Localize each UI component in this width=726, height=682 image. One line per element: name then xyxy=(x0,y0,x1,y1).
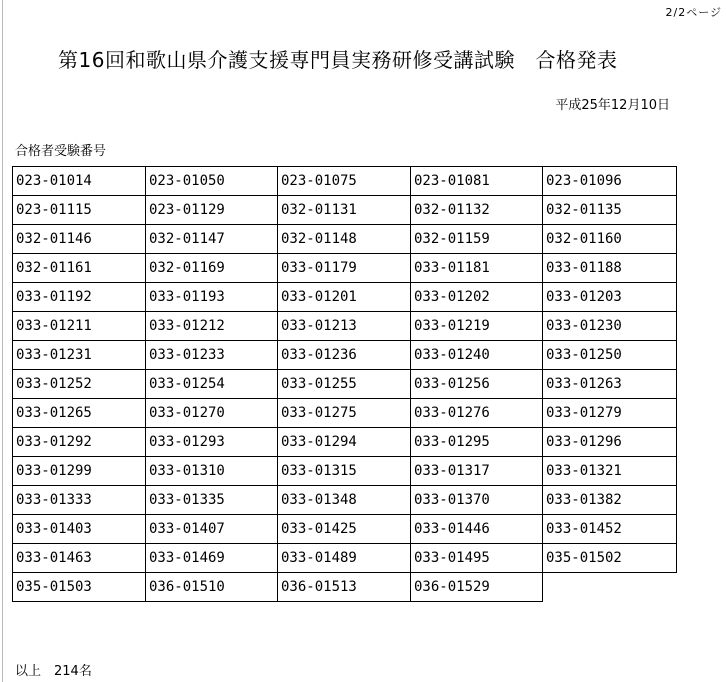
exam-number-cell: 032-01147 xyxy=(146,225,278,254)
table-row xyxy=(13,312,677,341)
table-row xyxy=(13,283,677,312)
exam-number-cell: 023-01014 xyxy=(13,167,146,196)
announcement-date: 平成25年12月10日 xyxy=(555,98,670,113)
exam-number-cell: 033-01296 xyxy=(543,428,677,457)
exam-number-cell: 033-01213 xyxy=(278,312,411,341)
empty-cell xyxy=(543,573,677,602)
table-caption: 合格者受験番号 xyxy=(15,144,107,159)
exam-number-cell: 033-01495 xyxy=(411,544,543,573)
exam-number-cell: 033-01370 xyxy=(411,486,543,515)
exam-number-cell: 036-01510 xyxy=(146,573,278,602)
exam-number-cell: 033-01295 xyxy=(411,428,543,457)
exam-number-cell: 033-01407 xyxy=(146,515,278,544)
exam-number-cell: 033-01192 xyxy=(13,283,146,312)
exam-number-table xyxy=(12,166,677,602)
exam-number-cell: 032-01169 xyxy=(146,254,278,283)
exam-number-cell: 033-01333 xyxy=(13,486,146,515)
exam-number-cell: 035-01502 xyxy=(543,544,677,573)
exam-number-cell: 033-01292 xyxy=(13,428,146,457)
table-row xyxy=(13,196,677,225)
exam-number-cell: 033-01317 xyxy=(411,457,543,486)
exam-number-cell: 023-01050 xyxy=(146,167,278,196)
exam-number-cell: 033-01279 xyxy=(543,399,677,428)
table-row xyxy=(13,573,677,602)
exam-number-cell: 033-01275 xyxy=(278,399,411,428)
exam-number-cell: 033-01403 xyxy=(13,515,146,544)
table-row xyxy=(13,486,677,515)
exam-number-cell: 033-01250 xyxy=(543,341,677,370)
page-indicator: 2/2ページ xyxy=(665,6,722,19)
table-row xyxy=(13,167,677,196)
exam-number-cell: 023-01115 xyxy=(13,196,146,225)
exam-number-cell: 033-01193 xyxy=(146,283,278,312)
exam-number-cell: 033-01276 xyxy=(411,399,543,428)
exam-number-cell: 023-01129 xyxy=(146,196,278,225)
exam-number-cell: 033-01240 xyxy=(411,341,543,370)
exam-number-cell: 033-01254 xyxy=(146,370,278,399)
exam-number-cell: 033-01489 xyxy=(278,544,411,573)
exam-number-cell: 033-01446 xyxy=(411,515,543,544)
exam-number-cell: 032-01135 xyxy=(543,196,677,225)
exam-number-cell: 036-01513 xyxy=(278,573,411,602)
total-count: 以上 214名 xyxy=(15,664,92,679)
table-row xyxy=(13,515,677,544)
exam-number-cell: 033-01335 xyxy=(146,486,278,515)
exam-number-cell: 032-01131 xyxy=(278,196,411,225)
exam-number-cell: 033-01256 xyxy=(411,370,543,399)
exam-number-cell: 032-01160 xyxy=(543,225,677,254)
exam-number-cell: 033-01469 xyxy=(146,544,278,573)
exam-number-cell: 032-01161 xyxy=(13,254,146,283)
table-row xyxy=(13,370,677,399)
exam-number-cell: 032-01132 xyxy=(411,196,543,225)
exam-number-cell: 033-01203 xyxy=(543,283,677,312)
page-left-edge xyxy=(2,0,3,682)
exam-number-cell: 023-01096 xyxy=(543,167,677,196)
exam-number-cell: 033-01463 xyxy=(13,544,146,573)
exam-number-cell: 033-01299 xyxy=(13,457,146,486)
table-row xyxy=(13,428,677,457)
exam-number-cell: 033-01265 xyxy=(13,399,146,428)
table-row xyxy=(13,254,677,283)
exam-number-cell: 033-01294 xyxy=(278,428,411,457)
exam-number-cell: 033-01201 xyxy=(278,283,411,312)
table-row xyxy=(13,225,677,254)
exam-number-cell: 033-01202 xyxy=(411,283,543,312)
exam-number-cell: 033-01293 xyxy=(146,428,278,457)
exam-number-cell: 032-01146 xyxy=(13,225,146,254)
exam-number-cell: 033-01252 xyxy=(13,370,146,399)
table-row xyxy=(13,544,677,573)
exam-number-cell: 033-01310 xyxy=(146,457,278,486)
exam-number-cell: 033-01211 xyxy=(13,312,146,341)
exam-number-cell: 033-01188 xyxy=(543,254,677,283)
exam-number-cell: 033-01233 xyxy=(146,341,278,370)
exam-number-cell: 033-01348 xyxy=(278,486,411,515)
exam-number-cell: 033-01230 xyxy=(543,312,677,341)
exam-number-cell: 033-01321 xyxy=(543,457,677,486)
exam-number-cell: 033-01255 xyxy=(278,370,411,399)
exam-number-cell: 033-01219 xyxy=(411,312,543,341)
exam-number-cell: 035-01503 xyxy=(13,573,146,602)
table-row xyxy=(13,341,677,370)
exam-number-cell: 033-01212 xyxy=(146,312,278,341)
exam-number-cell: 033-01179 xyxy=(278,254,411,283)
exam-number-cell: 033-01181 xyxy=(411,254,543,283)
exam-number-cell: 023-01075 xyxy=(278,167,411,196)
exam-number-cell: 033-01263 xyxy=(543,370,677,399)
exam-number-cell: 033-01425 xyxy=(278,515,411,544)
exam-number-cell: 033-01270 xyxy=(146,399,278,428)
table-row xyxy=(13,399,677,428)
exam-number-cell: 032-01148 xyxy=(278,225,411,254)
table-row xyxy=(13,457,677,486)
exam-number-cell: 032-01159 xyxy=(411,225,543,254)
exam-number-cell: 033-01315 xyxy=(278,457,411,486)
exam-number-cell: 033-01236 xyxy=(278,341,411,370)
exam-number-cell: 033-01231 xyxy=(13,341,146,370)
exam-number-cell: 033-01382 xyxy=(543,486,677,515)
exam-number-cell: 033-01452 xyxy=(543,515,677,544)
exam-number-cell: 036-01529 xyxy=(411,573,543,602)
page-title: 第16回和歌山県介護支援専門員実務研修受講試験 合格発表 xyxy=(58,48,618,72)
exam-number-cell: 023-01081 xyxy=(411,167,543,196)
